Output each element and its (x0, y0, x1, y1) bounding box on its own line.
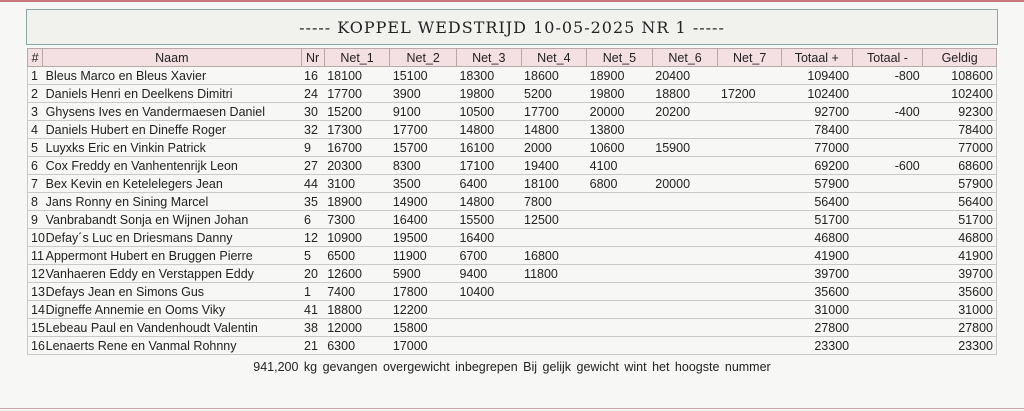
cell-rank: 3 (28, 103, 43, 121)
cell-rank: 10 (28, 229, 43, 247)
cell-nr: 20 (301, 265, 324, 283)
cell-rank: 8 (28, 193, 43, 211)
cell-totaal-plus: 46800 (781, 229, 852, 247)
cell-net-1: 6500 (324, 247, 390, 265)
table-row (28, 139, 997, 157)
cell-net-6: 20400 (652, 67, 718, 85)
cell-net-3: 14800 (456, 121, 521, 139)
cell-net-3: 18300 (456, 67, 521, 85)
cell-net-3: 10400 (456, 283, 521, 301)
cell-geldig: 108600 (923, 67, 997, 85)
cell-geldig: 78400 (923, 121, 997, 139)
cell-net-6 (652, 319, 718, 337)
cell-net-1: 7300 (324, 211, 390, 229)
cell-net-2: 19500 (390, 229, 457, 247)
cell-geldig: 41900 (923, 247, 997, 265)
cell-name: Daniels Henri en Deelkens Dimitri (43, 85, 301, 103)
cell-nr: 1 (301, 283, 324, 301)
cell-geldig: 102400 (923, 85, 997, 103)
column-header-net-1: Net_1 (324, 49, 390, 67)
cell-geldig: 77000 (923, 139, 997, 157)
column-header-nr: Nr (301, 49, 324, 67)
cell-name: Bex Kevin en Ketelelegers Jean (43, 175, 301, 193)
cell-rank: 15 (28, 319, 43, 337)
cell-name: Cox Freddy en Vanhentenrijk Leon (43, 157, 301, 175)
table-row (28, 337, 997, 355)
cell-net-3: 17100 (456, 157, 521, 175)
cell-net-7 (718, 67, 782, 85)
cell-totaal-plus: 51700 (781, 211, 852, 229)
cell-geldig: 31000 (923, 301, 997, 319)
cell-totaal-plus: 23300 (781, 337, 852, 355)
cell-nr: 6 (301, 211, 324, 229)
cell-net-5 (587, 319, 653, 337)
cell-net-7 (718, 229, 782, 247)
cell-net-2: 17700 (390, 121, 457, 139)
cell-net-6 (652, 121, 718, 139)
cell-net-3 (456, 319, 521, 337)
cell-name: Vanbrabandt Sonja en Wijnen Johan (43, 211, 301, 229)
cell-net-2: 12200 (390, 301, 457, 319)
table-row (28, 157, 997, 175)
cell-net-5: 20000 (587, 103, 653, 121)
cell-net-1: 12600 (324, 265, 390, 283)
cell-name: Appermont Hubert en Bruggen Pierre (43, 247, 301, 265)
cell-net-5: 18900 (587, 67, 653, 85)
cell-net-1: 17700 (324, 85, 390, 103)
cell-net-2: 15700 (390, 139, 457, 157)
cell-rank: 6 (28, 157, 43, 175)
cell-name: Lebeau Paul en Vandenhoudt Valentin (43, 319, 301, 337)
table-row (28, 67, 997, 85)
cell-rank: 14 (28, 301, 43, 319)
top-border-line (0, 0, 1024, 2)
cell-totaal-plus: 102400 (781, 85, 852, 103)
table-row (28, 211, 997, 229)
cell-net-4: 5200 (521, 85, 587, 103)
table-row (28, 283, 997, 301)
cell-net-1: 6300 (324, 337, 390, 355)
cell-geldig: 56400 (923, 193, 997, 211)
cell-net-3: 19800 (456, 85, 521, 103)
cell-net-5 (587, 283, 653, 301)
cell-net-4: 18600 (521, 67, 587, 85)
cell-net-2: 5900 (390, 265, 457, 283)
cell-rank: 2 (28, 85, 43, 103)
cell-net-7 (718, 283, 782, 301)
cell-totaal-plus: 109400 (781, 67, 852, 85)
footer-note: 941,200 kg gevangen overgewicht inbegrepen Bij gelijk gewicht wint het hoogste nummer (253, 360, 771, 374)
cell-net-4: 2000 (521, 139, 587, 157)
table-row (28, 229, 997, 247)
column-header-net-4: Net_4 (521, 49, 587, 67)
cell-net-6 (652, 157, 718, 175)
cell-nr: 35 (301, 193, 324, 211)
column-header-name: Naam (43, 49, 301, 67)
cell-net-3 (456, 337, 521, 355)
cell-net-1: 17300 (324, 121, 390, 139)
cell-totaal-min (852, 121, 923, 139)
cell-totaal-plus: 41900 (781, 247, 852, 265)
table-header-row (28, 49, 997, 67)
cell-net-6 (652, 337, 718, 355)
cell-rank: 11 (28, 247, 43, 265)
column-header-net-5: Net_5 (587, 49, 653, 67)
column-header-net-6: Net_6 (652, 49, 718, 67)
cell-totaal-plus: 27800 (781, 319, 852, 337)
cell-geldig: 92300 (923, 103, 997, 121)
cell-net-7 (718, 247, 782, 265)
cell-nr: 38 (301, 319, 324, 337)
cell-totaal-plus: 92700 (781, 103, 852, 121)
column-header-net-2: Net_2 (390, 49, 457, 67)
cell-net-2: 9100 (390, 103, 457, 121)
cell-nr: 21 (301, 337, 324, 355)
cell-net-2: 15100 (390, 67, 457, 85)
cell-name: Daniels Hubert en Dineffe Roger (43, 121, 301, 139)
cell-totaal-min (852, 247, 923, 265)
table-row (28, 247, 997, 265)
cell-net-4 (521, 283, 587, 301)
results-table (27, 48, 997, 355)
cell-net-4: 16800 (521, 247, 587, 265)
cell-rank: 7 (28, 175, 43, 193)
cell-totaal-min (852, 229, 923, 247)
cell-name: Bleus Marco en Bleus Xavier (43, 67, 301, 85)
cell-net-4: 14800 (521, 121, 587, 139)
cell-net-5 (587, 265, 653, 283)
cell-net-2: 3500 (390, 175, 457, 193)
cell-net-5 (587, 337, 653, 355)
cell-geldig: 68600 (923, 157, 997, 175)
cell-net-6 (652, 193, 718, 211)
cell-net-6 (652, 229, 718, 247)
cell-net-6 (652, 301, 718, 319)
cell-name: Defays Jean en Simons Gus (43, 283, 301, 301)
cell-net-2: 8300 (390, 157, 457, 175)
cell-net-3: 9400 (456, 265, 521, 283)
cell-net-7 (718, 175, 782, 193)
cell-totaal-min (852, 193, 923, 211)
cell-name: Digneffe Annemie en Ooms Viky (43, 301, 301, 319)
cell-net-7 (718, 301, 782, 319)
cell-nr: 12 (301, 229, 324, 247)
cell-net-3: 15500 (456, 211, 521, 229)
cell-name: Lenaerts Rene en Vanmal Rohnny (43, 337, 301, 355)
table-row (28, 85, 997, 103)
table-row (28, 121, 997, 139)
cell-totaal-min (852, 283, 923, 301)
cell-net-5: 19800 (587, 85, 653, 103)
cell-net-3: 6700 (456, 247, 521, 265)
table-row (28, 301, 997, 319)
cell-rank: 13 (28, 283, 43, 301)
column-header-net-3: Net_3 (456, 49, 521, 67)
cell-net-3: 16100 (456, 139, 521, 157)
cell-net-4: 17700 (521, 103, 587, 121)
cell-net-3: 10500 (456, 103, 521, 121)
cell-net-2: 15800 (390, 319, 457, 337)
cell-net-1: 10900 (324, 229, 390, 247)
cell-net-7 (718, 121, 782, 139)
column-header-rank: # (28, 49, 43, 67)
cell-geldig: 46800 (923, 229, 997, 247)
cell-net-4: 11800 (521, 265, 587, 283)
cell-totaal-min (852, 85, 923, 103)
cell-net-1: 7400 (324, 283, 390, 301)
cell-totaal-min (852, 175, 923, 193)
cell-totaal-plus: 39700 (781, 265, 852, 283)
column-header-net-7: Net_7 (718, 49, 782, 67)
cell-nr: 32 (301, 121, 324, 139)
cell-net-5: 13800 (587, 121, 653, 139)
cell-geldig: 35600 (923, 283, 997, 301)
cell-net-3: 16400 (456, 229, 521, 247)
cell-totaal-min (852, 139, 923, 157)
cell-net-4 (521, 301, 587, 319)
table-row (28, 175, 997, 193)
cell-totaal-min (852, 211, 923, 229)
cell-net-1: 3100 (324, 175, 390, 193)
cell-net-6: 20000 (652, 175, 718, 193)
cell-geldig: 23300 (923, 337, 997, 355)
cell-net-6: 18800 (652, 85, 718, 103)
cell-net-2: 16400 (390, 211, 457, 229)
cell-net-5: 6800 (587, 175, 653, 193)
page-title: ----- KOPPEL WEDSTRIJD 10-05-2025 NR 1 ----- (299, 17, 725, 37)
cell-net-3: 6400 (456, 175, 521, 193)
cell-net-1: 18100 (324, 67, 390, 85)
cell-net-7 (718, 337, 782, 355)
cell-net-5 (587, 229, 653, 247)
cell-name: Jans Ronny en Sining Marcel (43, 193, 301, 211)
column-header-totaal-min: Totaal - (852, 49, 923, 67)
cell-net-5: 4100 (587, 157, 653, 175)
table-row (28, 103, 997, 121)
cell-net-5 (587, 193, 653, 211)
cell-net-5 (587, 211, 653, 229)
cell-net-4: 19400 (521, 157, 587, 175)
cell-rank: 9 (28, 211, 43, 229)
cell-name: Vanhaeren Eddy en Verstappen Eddy (43, 265, 301, 283)
cell-rank: 16 (28, 337, 43, 355)
cell-name: Luyxks Eric en Vinkin Patrick (43, 139, 301, 157)
cell-net-2: 17800 (390, 283, 457, 301)
cell-net-1: 20300 (324, 157, 390, 175)
cell-rank: 5 (28, 139, 43, 157)
cell-net-3: 14800 (456, 193, 521, 211)
cell-geldig: 51700 (923, 211, 997, 229)
cell-net-4: 12500 (521, 211, 587, 229)
cell-net-1: 18900 (324, 193, 390, 211)
cell-nr: 16 (301, 67, 324, 85)
cell-geldig: 57900 (923, 175, 997, 193)
cell-net-7 (718, 157, 782, 175)
table-row (28, 319, 997, 337)
cell-totaal-min (852, 319, 923, 337)
cell-net-7: 17200 (718, 85, 782, 103)
cell-net-6 (652, 211, 718, 229)
cell-rank: 12 (28, 265, 43, 283)
cell-net-4: 18100 (521, 175, 587, 193)
cell-nr: 30 (301, 103, 324, 121)
cell-totaal-min: -800 (852, 67, 923, 85)
cell-totaal-min: -600 (852, 157, 923, 175)
cell-totaal-plus: 77000 (781, 139, 852, 157)
cell-nr: 24 (301, 85, 324, 103)
cell-net-2: 14900 (390, 193, 457, 211)
cell-net-1: 16700 (324, 139, 390, 157)
cell-geldig: 39700 (923, 265, 997, 283)
cell-net-7 (718, 193, 782, 211)
cell-totaal-plus: 35600 (781, 283, 852, 301)
cell-net-4 (521, 229, 587, 247)
cell-nr: 44 (301, 175, 324, 193)
cell-totaal-min (852, 337, 923, 355)
cell-net-1: 18800 (324, 301, 390, 319)
cell-net-2: 3900 (390, 85, 457, 103)
cell-net-6 (652, 283, 718, 301)
cell-net-3 (456, 301, 521, 319)
cell-net-6 (652, 247, 718, 265)
bottom-border-line (0, 408, 1024, 409)
cell-nr: 9 (301, 139, 324, 157)
cell-net-2: 11900 (390, 247, 457, 265)
cell-net-6 (652, 265, 718, 283)
cell-totaal-plus: 78400 (781, 121, 852, 139)
cell-net-7 (718, 211, 782, 229)
cell-net-6: 15900 (652, 139, 718, 157)
cell-net-1: 15200 (324, 103, 390, 121)
cell-net-7 (718, 103, 782, 121)
cell-net-6: 20200 (652, 103, 718, 121)
column-header-geldig: Geldig (923, 49, 997, 67)
cell-name: Ghysens Ives en Vandermaesen Daniel (43, 103, 301, 121)
cell-net-2: 17000 (390, 337, 457, 355)
cell-nr: 41 (301, 301, 324, 319)
cell-nr: 27 (301, 157, 324, 175)
cell-net-7 (718, 139, 782, 157)
cell-net-4 (521, 319, 587, 337)
table-row (28, 193, 997, 211)
cell-net-5: 10600 (587, 139, 653, 157)
cell-geldig: 27800 (923, 319, 997, 337)
table-body (28, 67, 997, 355)
cell-net-1: 12000 (324, 319, 390, 337)
cell-net-7 (718, 265, 782, 283)
cell-totaal-min: -400 (852, 103, 923, 121)
cell-net-5 (587, 301, 653, 319)
cell-rank: 1 (28, 67, 43, 85)
cell-net-7 (718, 319, 782, 337)
cell-net-5 (587, 247, 653, 265)
cell-nr: 5 (301, 247, 324, 265)
cell-totaal-plus: 69200 (781, 157, 852, 175)
title-box (26, 9, 998, 45)
cell-totaal-plus: 56400 (781, 193, 852, 211)
cell-net-4 (521, 337, 587, 355)
cell-net-4: 7800 (521, 193, 587, 211)
cell-totaal-min (852, 301, 923, 319)
cell-totaal-plus: 57900 (781, 175, 852, 193)
cell-name: Defay´s Luc en Driesmans Danny (43, 229, 301, 247)
cell-totaal-min (852, 265, 923, 283)
column-header-totaal-plus: Totaal + (781, 49, 852, 67)
cell-rank: 4 (28, 121, 43, 139)
cell-totaal-plus: 31000 (781, 301, 852, 319)
table-row (28, 265, 997, 283)
